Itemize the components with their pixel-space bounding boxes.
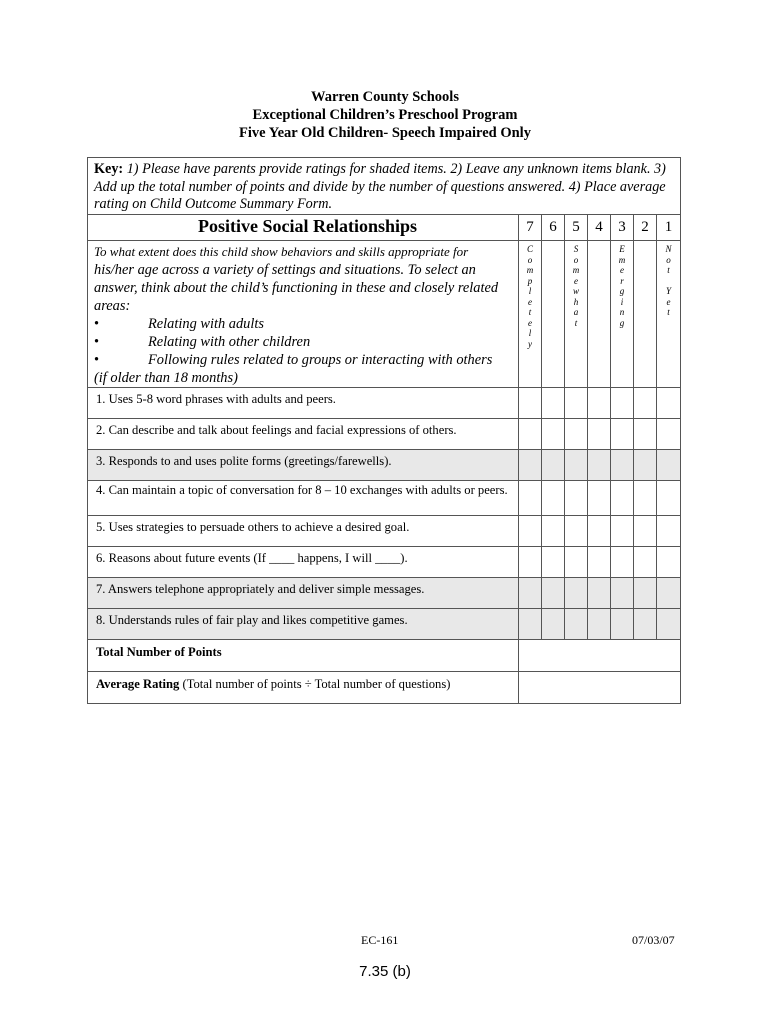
prompt-note: (if older than 18 months) bbox=[94, 370, 238, 386]
item-label: 4. Can maintain a topic of conversation for 8 – 10 exchanges with adults or peers. bbox=[88, 481, 519, 516]
rating-cell[interactable] bbox=[519, 547, 542, 578]
rating-cell[interactable] bbox=[588, 547, 611, 578]
prompt-bullet: • Relating with adults bbox=[94, 316, 264, 332]
rating-cell[interactable] bbox=[565, 516, 588, 547]
rating-cell[interactable] bbox=[542, 388, 565, 419]
rating-cell[interactable] bbox=[588, 388, 611, 419]
table-row bbox=[88, 547, 681, 578]
rating-cell[interactable] bbox=[542, 516, 565, 547]
rating-cell[interactable] bbox=[519, 450, 542, 481]
rating-cell[interactable] bbox=[634, 516, 657, 547]
table-row bbox=[88, 609, 681, 640]
rating-cell[interactable] bbox=[519, 419, 542, 450]
label-somewhat: S o m e w h a t bbox=[565, 241, 588, 388]
rating-cell[interactable] bbox=[611, 419, 634, 450]
header-line-3: Five Year Old Children- Speech Impaired Only bbox=[239, 125, 531, 141]
total-points-label: Total Number of Points bbox=[88, 640, 519, 672]
rating-cell[interactable] bbox=[565, 481, 588, 516]
rating-cell[interactable] bbox=[588, 516, 611, 547]
scale-cell-6 bbox=[542, 241, 565, 388]
average-rating-input[interactable] bbox=[519, 672, 681, 704]
rating-cell[interactable] bbox=[657, 516, 681, 547]
section-title: Positive Social Relationships bbox=[88, 215, 519, 241]
key-text: 1) Please have parents provide ratings for shaded items. 2) Leave any unknown items blank. 3) Add up the total number of points and divide by the number of questions answered. 4) Place average rating on Child Outcome Summary Form. bbox=[94, 161, 666, 212]
rating-cell[interactable] bbox=[657, 481, 681, 516]
key-instructions bbox=[88, 158, 681, 215]
table-row bbox=[88, 388, 681, 419]
form-code: EC-161 bbox=[361, 933, 399, 947]
rating-cell[interactable] bbox=[565, 388, 588, 419]
rating-cell[interactable] bbox=[588, 419, 611, 450]
table-row bbox=[88, 419, 681, 450]
rating-cell[interactable] bbox=[611, 609, 634, 640]
rating-cell[interactable] bbox=[565, 578, 588, 609]
item-label: 2. Can describe and talk about feelings and facial expressions of others. bbox=[88, 419, 519, 450]
rating-cell[interactable] bbox=[588, 450, 611, 481]
rating-cell[interactable] bbox=[611, 481, 634, 516]
question-prompt bbox=[88, 241, 519, 388]
rating-cell[interactable] bbox=[634, 481, 657, 516]
rating-cell[interactable] bbox=[634, 609, 657, 640]
page-number: 7.35 (b) bbox=[359, 963, 411, 980]
rating-cell[interactable] bbox=[565, 419, 588, 450]
rating-cell[interactable] bbox=[542, 547, 565, 578]
rating-cell[interactable] bbox=[634, 388, 657, 419]
scale-cell-2 bbox=[634, 241, 657, 388]
rating-cell[interactable] bbox=[634, 547, 657, 578]
item-label: 1. Uses 5-8 word phrases with adults and peers. bbox=[88, 388, 519, 419]
rating-cell[interactable] bbox=[657, 450, 681, 481]
scale-2: 2 bbox=[634, 215, 657, 241]
average-rating-label: Average Rating (Total number of points ÷ Total number of questions) bbox=[88, 672, 519, 704]
rating-cell[interactable] bbox=[542, 609, 565, 640]
rating-cell[interactable] bbox=[634, 578, 657, 609]
total-points-input[interactable] bbox=[519, 640, 681, 672]
rating-cell[interactable] bbox=[519, 516, 542, 547]
rating-form-table bbox=[87, 157, 681, 704]
scale-6: 6 bbox=[542, 215, 565, 241]
prompt-bullet: • Relating with other children bbox=[94, 334, 311, 350]
rating-cell[interactable] bbox=[611, 516, 634, 547]
rating-cell[interactable] bbox=[519, 609, 542, 640]
label-emerging: E m e r g i n g bbox=[611, 241, 634, 388]
rating-cell[interactable] bbox=[611, 388, 634, 419]
rating-cell[interactable] bbox=[611, 578, 634, 609]
item-label: 7. Answers telephone appropriately and deliver simple messages. bbox=[88, 578, 519, 609]
label-completely: C o m p l e t e l y bbox=[519, 241, 542, 388]
table-row bbox=[88, 450, 681, 481]
form-date: 07/03/07 bbox=[632, 933, 675, 947]
rating-cell[interactable] bbox=[565, 450, 588, 481]
document-header bbox=[0, 88, 770, 142]
rating-cell[interactable] bbox=[657, 388, 681, 419]
table-row bbox=[88, 481, 681, 516]
scale-4: 4 bbox=[588, 215, 611, 241]
scale-7: 7 bbox=[519, 215, 542, 241]
rating-cell[interactable] bbox=[565, 609, 588, 640]
prompt-intro: To what extent does this child show behaviors and skills appropriate for bbox=[94, 244, 469, 259]
rating-cell[interactable] bbox=[588, 481, 611, 516]
rating-cell[interactable] bbox=[565, 547, 588, 578]
rating-cell[interactable] bbox=[519, 578, 542, 609]
rating-cell[interactable] bbox=[611, 450, 634, 481]
rating-cell[interactable] bbox=[657, 547, 681, 578]
item-label: 5. Uses strategies to persuade others to achieve a desired goal. bbox=[88, 516, 519, 547]
rating-cell[interactable] bbox=[657, 609, 681, 640]
item-label: 3. Responds to and uses polite forms (greetings/farewells). bbox=[88, 450, 519, 481]
rating-cell[interactable] bbox=[657, 578, 681, 609]
scale-1: 1 bbox=[657, 215, 681, 241]
prompt-bullet: • Following rules related to groups or interacting with others bbox=[94, 352, 493, 368]
key-label: Key: bbox=[94, 161, 124, 177]
rating-cell[interactable] bbox=[542, 419, 565, 450]
rating-cell[interactable] bbox=[634, 419, 657, 450]
scale-5: 5 bbox=[565, 215, 588, 241]
rating-cell[interactable] bbox=[611, 547, 634, 578]
table-row bbox=[88, 578, 681, 609]
rating-cell[interactable] bbox=[634, 450, 657, 481]
header-line-1: Warren County Schools bbox=[311, 89, 459, 105]
rating-cell[interactable] bbox=[542, 578, 565, 609]
scale-3: 3 bbox=[611, 215, 634, 241]
rating-cell[interactable] bbox=[519, 481, 542, 516]
table-row bbox=[88, 516, 681, 547]
rating-cell[interactable] bbox=[588, 609, 611, 640]
rating-cell[interactable] bbox=[657, 419, 681, 450]
item-label: 8. Understands rules of fair play and likes competitive games. bbox=[88, 609, 519, 640]
item-label: 6. Reasons about future events (If ____ happens, I will ____). bbox=[88, 547, 519, 578]
scale-cell-4 bbox=[588, 241, 611, 388]
rating-cell[interactable] bbox=[519, 388, 542, 419]
rating-cell[interactable] bbox=[588, 578, 611, 609]
prompt-rest: his/her age across a variety of settings and situations. To select an answer, think about the child’s functioning in these and closely related areas: bbox=[94, 262, 499, 314]
header-line-2: Exceptional Children’s Preschool Program bbox=[252, 107, 518, 123]
label-not-yet: N o t Y e t bbox=[657, 241, 681, 388]
rating-cell[interactable] bbox=[542, 450, 565, 481]
rating-cell[interactable] bbox=[542, 481, 565, 516]
